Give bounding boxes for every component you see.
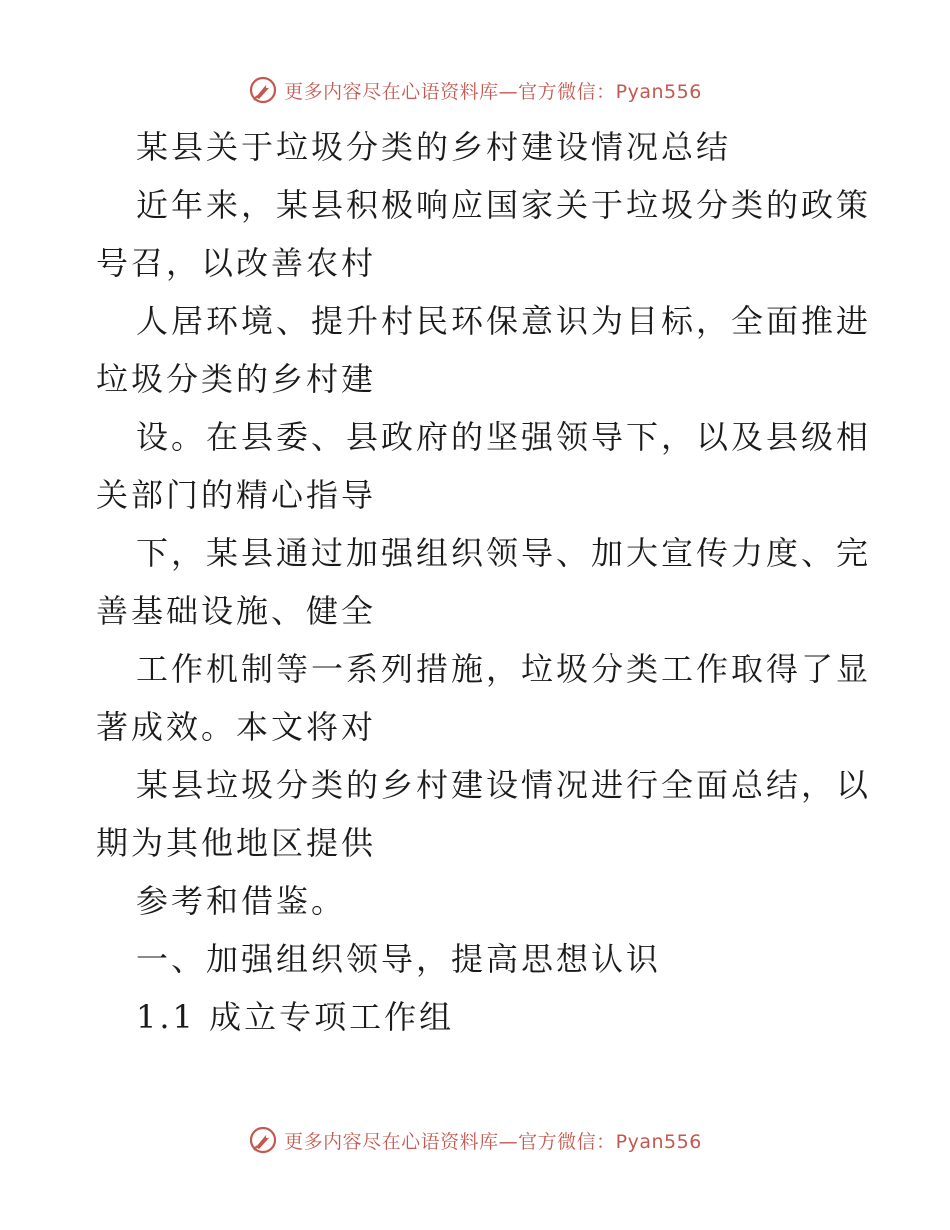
footer-watermark-text: 更多内容尽在心语资料库—官方微信：Pyan556: [284, 1130, 702, 1153]
paragraph-line: 善基础设施、健全: [96, 592, 377, 630]
paragraph-line: 著成效。本文将对: [96, 708, 377, 746]
document-title: 某县关于垃圾分类的乡村建设情况总结: [136, 128, 732, 166]
header-watermark-banner: [0, 70, 950, 110]
paragraph-line: 下，某县通过加强组织领导、加大宣传力度、完: [136, 534, 872, 572]
paragraph-line: 近年来，某县积极响应国家关于垃圾分类的政策: [136, 186, 872, 224]
pen-nib-logo-icon: [248, 75, 278, 105]
paragraph-line: 设。在县委、县政府的坚强领导下，以及县级相: [136, 418, 872, 456]
paragraph-line: 某县垃圾分类的乡村建设情况进行全面总结，以: [136, 766, 872, 804]
pen-nib-logo-icon: [248, 1125, 278, 1155]
document-body: [96, 118, 872, 1046]
paragraph-line: 参考和借鉴。: [136, 882, 347, 920]
paragraph-line: 关部门的精心指导: [96, 476, 377, 514]
header-watermark-text: 更多内容尽在心语资料库—官方微信：Pyan556: [284, 80, 702, 103]
section-heading: 一、加强组织领导，提高思想认识: [136, 940, 662, 978]
paragraph-line: 垃圾分类的乡村建: [96, 360, 377, 398]
paragraph-line: 期为其他地区提供: [96, 824, 377, 862]
paragraph-line: 号召，以改善农村: [96, 244, 377, 282]
paragraph-line: 工作机制等一系列措施，垃圾分类工作取得了显: [136, 650, 872, 688]
footer-watermark-banner: [0, 1120, 950, 1160]
paragraph-line: 人居环境、提升村民环保意识为目标，全面推进: [136, 302, 872, 340]
subsection-heading: 1.1 成立专项工作组: [136, 998, 455, 1036]
